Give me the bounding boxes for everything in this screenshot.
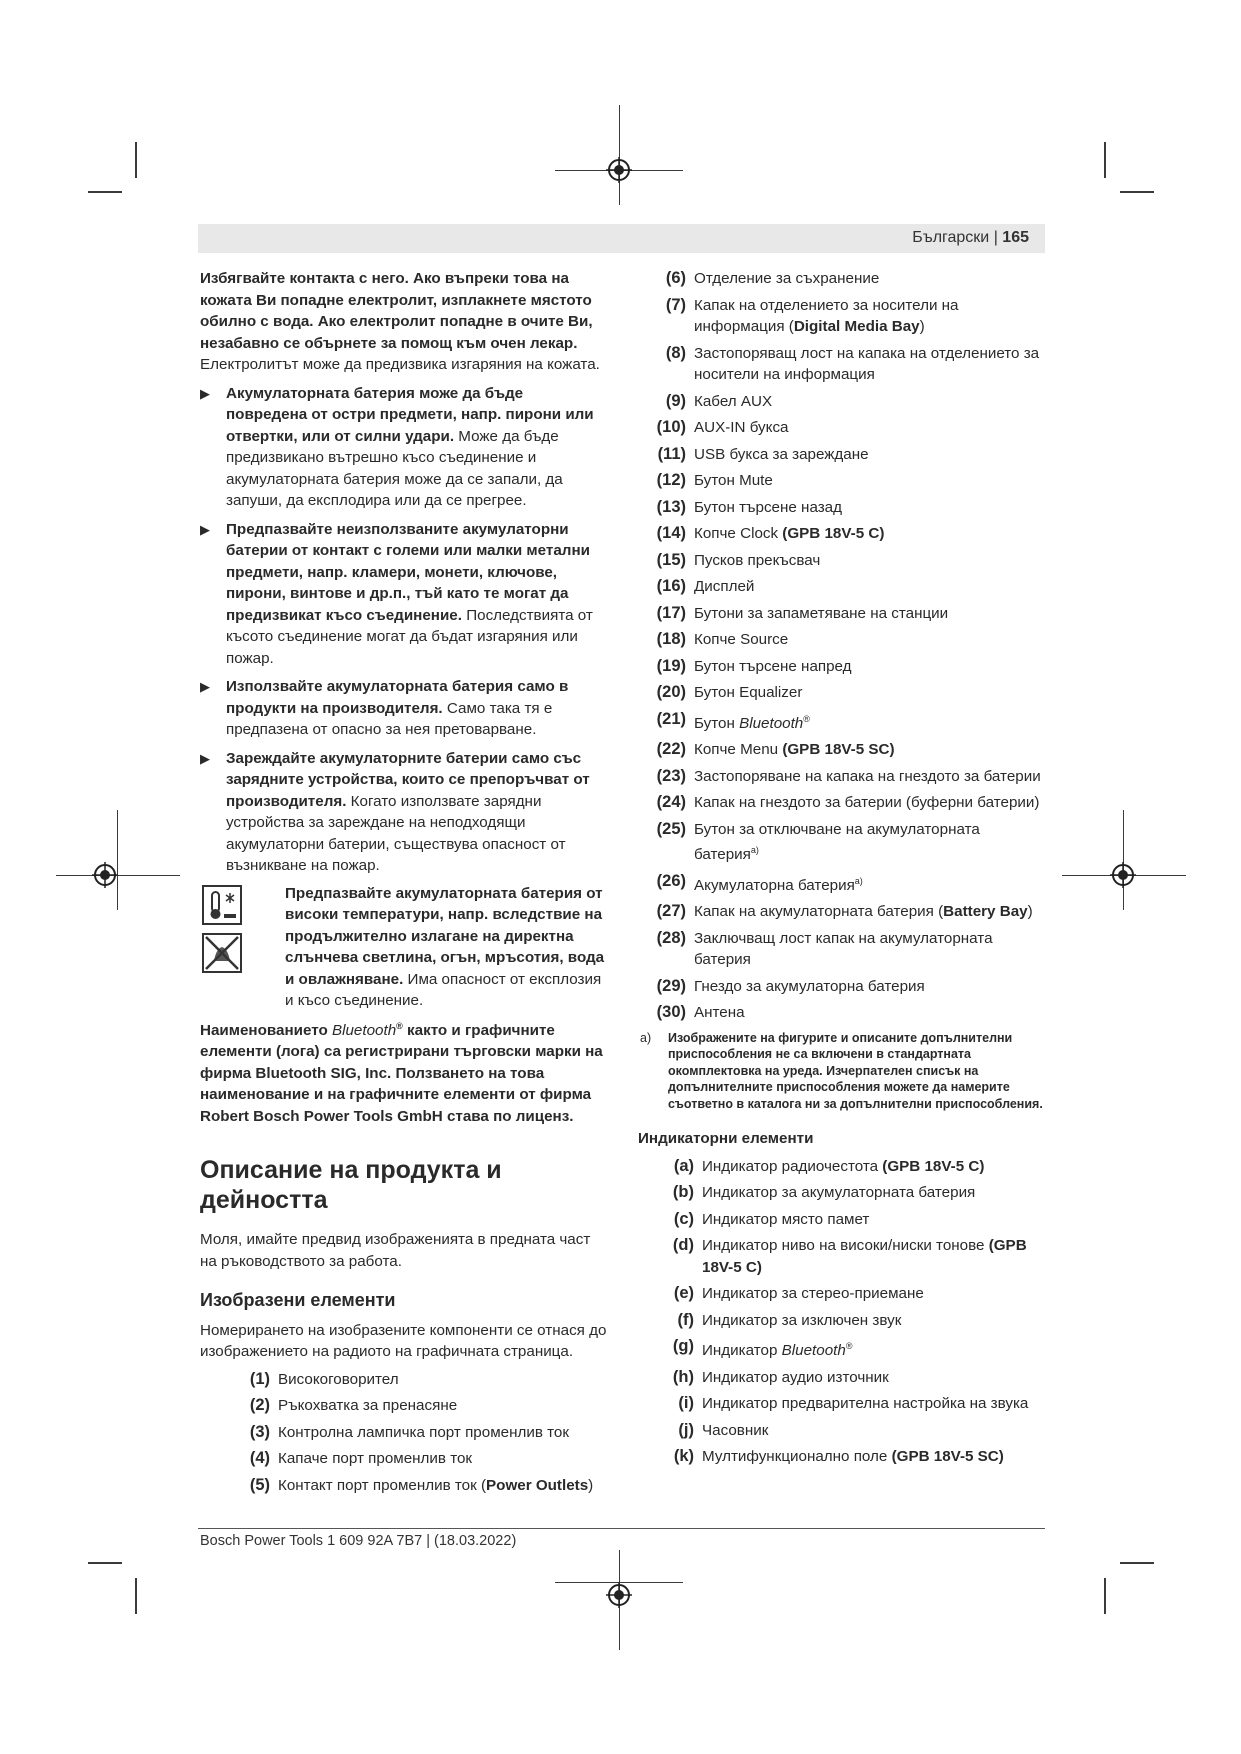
crossed-out-icon [202, 933, 242, 973]
item-text: Бутони за запаметяване на станции [694, 604, 949, 622]
item-number: (b) [672, 1183, 694, 1202]
crop-mark [1104, 1578, 1106, 1614]
item-text: Пусков прекъсвач [694, 551, 821, 569]
item-bold: (GPB 18V-5 SC) [782, 741, 895, 759]
item-text: Копче Source [694, 631, 789, 648]
item-text: Индикатор радиочестота [702, 1157, 883, 1175]
triangle-right-icon: ▶ [200, 679, 210, 694]
item-number: (e) [673, 1284, 694, 1303]
item-text: Акумулаторна батерия [694, 876, 855, 894]
item-text: Бутон търсене напред [694, 657, 852, 675]
item-number: (3) [249, 1422, 270, 1441]
footnote-ref: a) [854, 875, 863, 886]
item-text: Бутон за отключване на акумулаторната батерия [694, 820, 980, 864]
component-item [638, 976, 1048, 998]
component-item [222, 1395, 608, 1417]
trademark-pre: Наименованието [200, 1021, 328, 1039]
component-item [638, 603, 1048, 625]
item-italic: Bluetooth [739, 714, 804, 732]
item-text: Копче Clock [694, 525, 783, 542]
trademark-brand: Bluetooth [331, 1021, 397, 1039]
indicator-item [646, 1182, 1048, 1204]
registration-line [619, 105, 620, 205]
section-intro: Моля, имайте предвид изображенията в предната част на ръководството за работа. [200, 1231, 591, 1270]
item-number: (12) [656, 471, 686, 489]
component-item [638, 819, 1048, 866]
intro-bold: Избягвайте контакта с него. Ако въпреки това на кожата Ви попадне електролит, изплакнете мястото обилно с вода. Ако електролит попадне в очите Ви, незабавно се обърнете за помощ към очен лекар. [200, 270, 593, 352]
item-number: (20) [656, 683, 686, 701]
item-bold: Battery Bay [943, 903, 1028, 921]
intro-normal: Електролитът може да предизвика изгаряния на кожата. [200, 356, 600, 373]
item-text: Бутон [694, 714, 740, 732]
item-text: Отделение за съхранение [694, 270, 880, 287]
trademark-rest: както и графичните елементи (лога) са регистрирани търговски марки на фирма Bluetooth SIG, Inc. Ползването на това наименование и на графичните елементи от фирма Robert Bosch Power Tools GmbH става по лиценз. [200, 1021, 603, 1125]
bullet-bold: Акумулаторната батерия може да бъде повредена от остри предмети, напр. пирони или отвертки, или от силни удари. [226, 384, 594, 445]
item-text: Бутон търсене назад [694, 498, 842, 516]
item-number: (9) [665, 391, 686, 410]
registration-mark-icon [1110, 862, 1136, 888]
item-text: Индикатор място памет [702, 1210, 870, 1228]
component-item [638, 417, 1048, 439]
right-column [638, 268, 1048, 1473]
item-text: Часовник [702, 1421, 769, 1439]
item-text: Индикатор за стерео-приемане [702, 1285, 924, 1303]
item-number: (30) [656, 1003, 686, 1022]
item-number: (27) [656, 902, 686, 921]
heat-warning [200, 883, 608, 1012]
footnote [638, 1030, 1048, 1113]
indicator-item [646, 1367, 1048, 1389]
safety-bullet [200, 519, 608, 670]
item-text: Капак на акумулаторната батерия ( [694, 903, 944, 921]
component-item [638, 523, 1048, 545]
component-item [638, 576, 1048, 598]
item-text: USB букса за зареждане [694, 445, 869, 463]
item-bold: Digital Media Bay [793, 318, 920, 335]
item-number: (4) [249, 1449, 270, 1468]
crop-mark [88, 1562, 122, 1564]
indicator-item [646, 1393, 1048, 1415]
component-item [638, 709, 1048, 735]
component-item [222, 1422, 608, 1444]
item-number: (k) [673, 1447, 694, 1466]
component-item [638, 497, 1048, 519]
item-text: Ръкохватка за пренасяне [278, 1397, 458, 1415]
subsection-intro: Номерирането на изобразените компоненти се отнася до изображението на радиото на графичната страница. [200, 1321, 607, 1361]
component-item [638, 295, 1048, 338]
indicator-item [646, 1209, 1048, 1231]
component-item [638, 928, 1048, 971]
intro-paragraph [200, 268, 608, 376]
item-number: (29) [656, 976, 686, 995]
indicator-item [646, 1156, 1048, 1178]
item-number: (28) [656, 928, 686, 947]
item-number: (13) [656, 497, 686, 516]
item-text: Индикатор аудио източник [702, 1368, 889, 1386]
component-item [638, 766, 1048, 788]
component-item [638, 871, 1048, 897]
header-language: Български [912, 229, 990, 246]
item-text: Бутон Equalizer [694, 684, 803, 701]
item-number: (25) [656, 819, 686, 838]
item-number: (17) [656, 603, 686, 622]
left-column [200, 268, 608, 1501]
component-item [638, 792, 1048, 814]
item-number: (1) [249, 1369, 270, 1388]
item-bold: Power Outlets [486, 1476, 589, 1494]
item-number: (18) [656, 630, 686, 648]
warning-normal: Има опасност от експлозия и късо съединение. [285, 970, 602, 1009]
triangle-right-icon: ▶ [200, 521, 210, 537]
item-text: Контакт порт променлив ток ( [278, 1476, 487, 1494]
item-text: Кабел AUX [694, 392, 773, 410]
thermometer-sun-icon [202, 885, 242, 925]
footnote-text: Изображените на фигурите и описаните допълнителни приспособления не са включени в стандартната окомплектовка на уреда. Изчерпателен списък на допълнителните приспособления можете да намерите съответно в каталога ни за допълнителни приспособления. [668, 1030, 1043, 1111]
item-number: (h) [672, 1367, 694, 1386]
crop-mark [135, 142, 137, 178]
item-text: Заключващ лост капак на акумулаторната батерия [694, 929, 993, 969]
registration-line [1123, 810, 1124, 910]
item-text: Индикатор за акумулаторната батерия [702, 1184, 976, 1202]
item-italic: Bluetooth [781, 1342, 846, 1360]
component-item [638, 656, 1048, 678]
bullet-normal: Когато използвате зарядни устройства за зареждане на неподходящи акумулаторни батерии, съществува опасност от възникване на пожар. [226, 792, 566, 874]
registration-mark-icon [606, 1582, 632, 1608]
indicator-item [646, 1446, 1048, 1468]
registration-mark-icon [606, 157, 632, 183]
item-text: Капак на гнездото за батерии (буферни батерии) [694, 794, 1040, 812]
bullet-normal: Последствията от късото съединение могат да бъдат изгаряния или пожар. [226, 606, 593, 667]
component-item [638, 682, 1048, 704]
footnote-mark: a) [640, 1030, 652, 1045]
item-text: Бутон Mute [694, 472, 773, 489]
item-number: (14) [656, 524, 686, 542]
bullet-bold: Предпазвайте неизползваните акумулаторни батерии от контакт с големи или малки метални предмети, напр. кламери, монети, ключове, пирони, винтове и др.п., тъй като те могат да предизвикат късо съединение. [226, 520, 590, 624]
item-text: AUX-IN букса [694, 419, 789, 436]
item-bold: (GPB 18V-5 C) [782, 525, 885, 542]
item-number: (g) [672, 1337, 694, 1356]
subsection-title: Изобразени елементи [200, 1290, 396, 1311]
item-number: (7) [665, 295, 686, 314]
item-number: (8) [665, 343, 686, 362]
registered-symbol: ® [803, 713, 810, 724]
item-text: Копче Menu [694, 741, 783, 759]
item-text: Гнездо за акумулаторна батерия [694, 977, 925, 995]
warning-icons [202, 885, 246, 981]
item-number: (10) [656, 418, 686, 436]
bullet-normal: Може да бъде предизвикано вътрешно късо съединение и акумулаторната батерия може да се запали, да запуши, да експлодира или да се прегрее. [226, 427, 563, 509]
footnote-ref: a) [750, 845, 759, 856]
header-text: Български | 165 [912, 229, 1029, 246]
component-item [638, 550, 1048, 572]
component-item [638, 343, 1048, 386]
item-bold: (GPB 18V-5 C) [702, 1237, 1027, 1276]
component-item [638, 901, 1048, 923]
crop-mark [1104, 142, 1106, 178]
trademark-paragraph [200, 1016, 608, 1128]
indicators-title: Индикаторни елементи [638, 1130, 814, 1148]
component-item [222, 1475, 608, 1497]
crop-mark [88, 191, 122, 193]
item-text: Индикатор ниво на високи/ниски тонове [702, 1237, 989, 1255]
indicator-list [638, 1156, 1048, 1468]
item-number: (6) [665, 269, 686, 287]
safety-bullet [200, 383, 608, 512]
footer-text: Bosch Power Tools 1 609 92A 7B7 | (18.03.2022) [200, 1533, 517, 1549]
indicator-item [646, 1283, 1048, 1305]
item-text: Антена [694, 1004, 745, 1022]
item-text: Индикатор [702, 1342, 782, 1360]
item-bold: (GPB 18V-5 SC) [891, 1448, 1004, 1466]
item-number: (11) [657, 444, 686, 463]
item-after: ) [1027, 903, 1033, 921]
item-number: (2) [249, 1396, 270, 1415]
item-number: (c) [673, 1209, 694, 1228]
registration-mark-icon [92, 862, 118, 888]
item-number: (f) [677, 1310, 694, 1329]
crop-mark [1120, 1562, 1154, 1564]
component-item [222, 1369, 608, 1391]
page-number: 165 [1002, 229, 1029, 246]
item-number: (15) [656, 550, 686, 569]
safety-bullet [200, 676, 608, 741]
bullet-normal: Само така тя е предпазена от опасно за нея претоварване. [226, 699, 553, 738]
component-list [638, 268, 1048, 1024]
bullet-bold: Зареждайте акумулаторните батерии само със зарядните устройства, които се препоръчват от производителя. [226, 749, 590, 810]
triangle-right-icon: ▶ [200, 385, 210, 401]
item-number: (24) [656, 793, 686, 812]
bullet-bold: Използвайте акумулаторната батерия само в продукти на производителя. [226, 678, 569, 717]
section-title: Описание на продукта и дейността [200, 1156, 502, 1215]
item-text: Мултифункционално поле [702, 1448, 892, 1466]
component-item [638, 268, 1048, 290]
registered-symbol: ® [845, 1341, 853, 1352]
indicator-item [646, 1235, 1048, 1278]
component-item [638, 1002, 1048, 1024]
indicator-item [646, 1420, 1048, 1442]
item-number: (a) [673, 1156, 694, 1175]
item-number: (22) [656, 740, 686, 759]
registered-symbol: ® [396, 1020, 403, 1031]
item-number: (19) [656, 656, 686, 675]
item-number: (j) [678, 1420, 694, 1439]
item-number: (26) [656, 871, 686, 890]
item-text: Индикатор предварителна настройка на звука [702, 1395, 1029, 1413]
item-number: (i) [678, 1394, 694, 1413]
component-item [638, 739, 1048, 761]
component-item [638, 444, 1048, 466]
triangle-right-icon: ▶ [200, 750, 210, 766]
item-after: ) [919, 318, 925, 335]
indicator-item [646, 1310, 1048, 1332]
item-number: (23) [656, 766, 686, 785]
item-text: Застопоряване на капака на гнездото за батерии [694, 767, 1041, 785]
item-text: Капак на отделението за носители на информация ( [694, 296, 959, 335]
safety-bullet [200, 748, 608, 877]
registration-line [56, 875, 180, 876]
registration-line [117, 810, 118, 910]
item-number: (5) [249, 1475, 270, 1494]
item-text: Застопоряващ лост на капака на отделението за носители на информация [694, 344, 1040, 383]
item-number: (16) [656, 577, 686, 595]
item-number: (21) [656, 709, 686, 728]
component-item [638, 470, 1048, 492]
footer-rule [198, 1528, 1045, 1529]
item-text: Капаче порт променлив ток [278, 1450, 473, 1468]
item-number: (d) [672, 1236, 694, 1255]
crop-mark [1120, 191, 1154, 193]
crop-mark [135, 1578, 137, 1614]
warning-bold: Предпазвайте акумулаторната батерия от високи температури, напр. вследствие на продължително излагане на директна слънчева светлина, огън, мръсотия, вода и овлажняване. [285, 884, 605, 988]
page-header [198, 224, 1045, 253]
item-after: ) [588, 1476, 594, 1494]
item-text: Индикатор за изключен звук [702, 1311, 902, 1329]
indicator-item [646, 1336, 1048, 1362]
item-text: Високоговорител [278, 1370, 399, 1388]
item-bold: (GPB 18V-5 C) [882, 1157, 985, 1175]
component-item [222, 1448, 608, 1470]
component-item [638, 629, 1048, 651]
component-item [638, 391, 1048, 413]
item-text: Контролна лампичка порт променлив ток [278, 1423, 569, 1441]
item-text: Дисплей [694, 578, 755, 595]
